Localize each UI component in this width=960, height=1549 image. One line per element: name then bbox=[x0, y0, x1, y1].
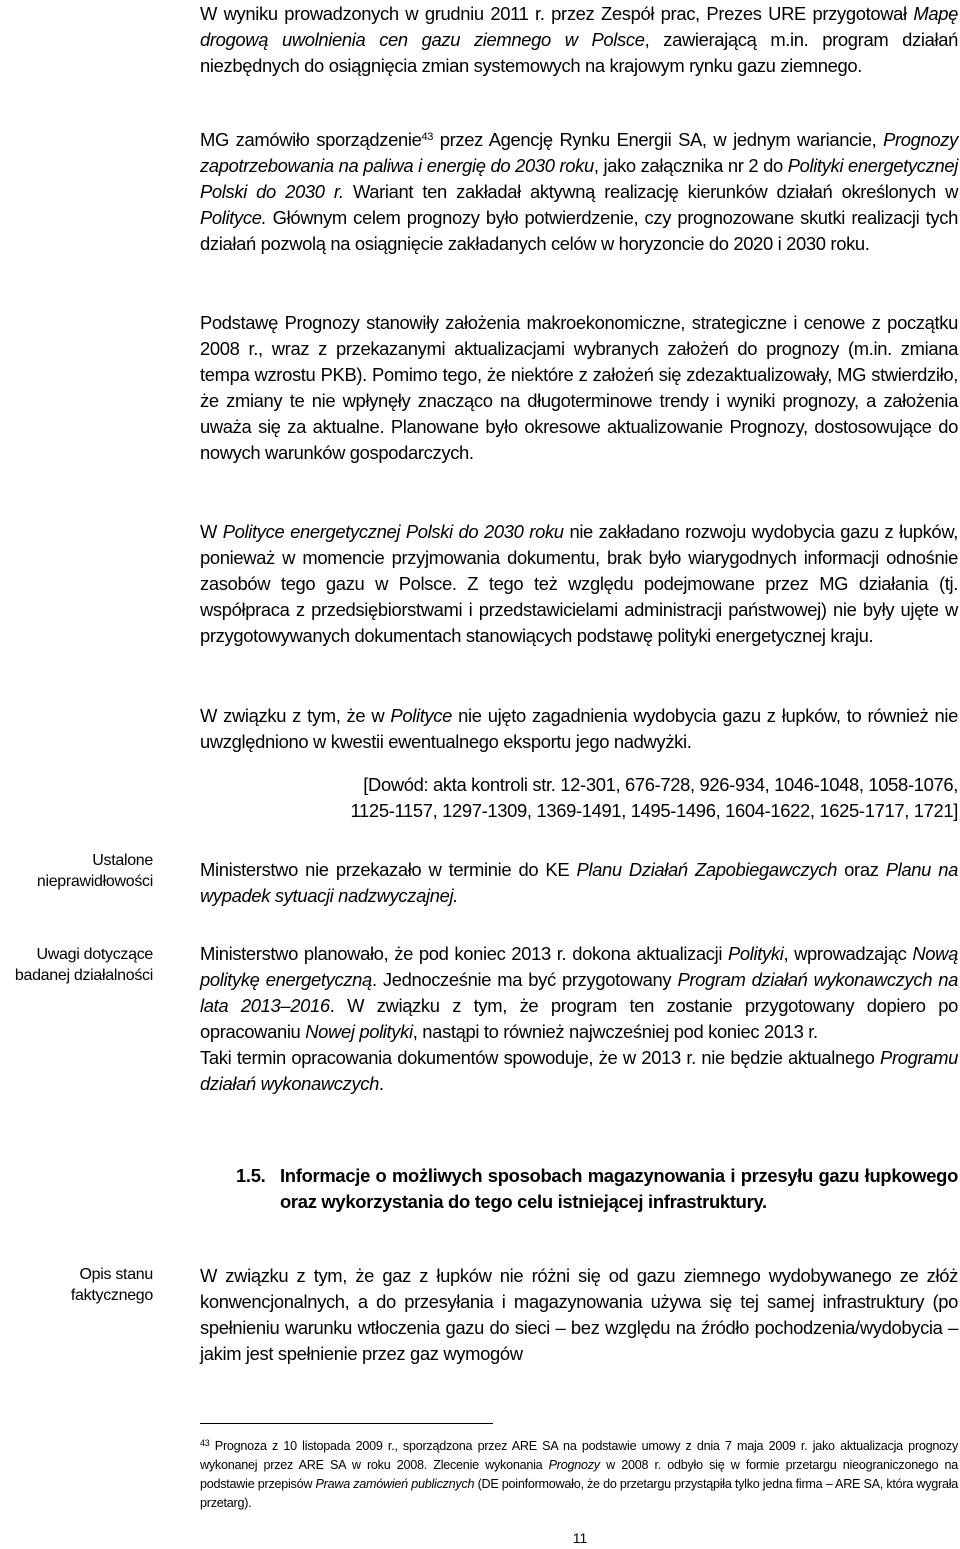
paragraph-plans-not-submitted: Ministerstwo nie przekazało w terminie do KE Planu Działań Zapobiegawczych oraz Planu na wypadek sytuacji nadzwyczajnej. bbox=[200, 859, 958, 906]
section-number: 1.5. bbox=[236, 1165, 266, 1186]
paragraph-forecast-basis: Podstawę Prognozy stanowiły założenia makroekonomiczne, strategiczne i cenowe z początku 2008 r., wraz z przekazanymi aktualizacjami wybranych założeń do prognozy (m.in. zmiana tempa wzrostu PKB). Pomimo tego, że niektóre z założeń się zdezaktualizowały, MG stwierdziło, że zmiany te nie wpłynęły znacząco na długoterminowe trendy i wyniki prognozy, a założenia uważa się za aktualne. Planowane było okresowe aktualizowanie Prognozy, dostosowujące do nowych warunków gospodarczych. bbox=[200, 312, 958, 463]
footnote-ref-43[interactable]: 43 bbox=[421, 131, 433, 143]
paragraph-road-map: W wyniku prowadzonych w grudniu 2011 r. przez Zespół prac, Prezes URE przygotował Mapę drogową uwolnienia cen gazu ziemnego w Polsce, zawierającą m.in. program działań niezbędnych do osiągnięcia zmian systemowych na krajowym rynku gazu ziemnego. bbox=[200, 3, 958, 76]
section-heading bbox=[236, 1163, 958, 1215]
margin-note-irregularities: Ustalone nieprawidłowości bbox=[36, 852, 153, 890]
evidence-reference: [Dowód: akta kontroli str. 12-301, 676-728, 926-934, 1046-1048, 1058-1076, 1125-1157, 1297-1309, 1369-1491, 1495-1496, 1604-1622, 1625-1717, 1721] bbox=[350, 774, 958, 821]
margin-note-facts: Opis stanu faktycznego bbox=[70, 1266, 153, 1304]
section-title: Informacje o możliwych sposobach magazynowania i przesyłu gazu łupkowego oraz wykorzystania do tego celu istniejącej infrastruktury. bbox=[280, 1165, 958, 1212]
page-number: 11 bbox=[572, 1530, 588, 1546]
margin-note-remarks: Uwagi dotyczące badanej działalności bbox=[14, 946, 153, 984]
paragraph-export: W związku z tym, że w Polityce nie ujęto zagadnienia wydobycia gazu z łupków, to również nie uwzględniono w kwestii ewentualnego eksportu jego nadwyżki. bbox=[200, 705, 958, 752]
paragraph-policy-update: Ministerstwo planowało, że pod koniec 2013 r. dokona aktualizacji Polityki, wprowadzając Nową politykę energetyczną. Jednocześnie ma być przygotowany Program działań wykonawczych na lata 2013–2016. W związku z tym, że program ten zostanie przygotowany dopiero po opracowaniu Nowej polityki, nastąpi to również najwcześniej pod koniec 2013 r. Taki termin opracowania dokumentów spowoduje, że w 2013 r. nie będzie aktualnego Programu działań wykonawczych. bbox=[200, 943, 959, 1094]
paragraph-infrastructure: W związku z tym, że gaz z łupków nie różni się od gazu ziemnego wydobywanego ze złóż konwencjonalnych, a do przesyłania i magazynowania używa się tej samej infrastruktury (po spełnieniu warunku wtłoczenia gazu do sieci – bez względu na źródło pochodzenia/wydobycia – jakim jest spełnienie przez gaz wymogów bbox=[200, 1265, 958, 1364]
footnote-separator bbox=[200, 1423, 493, 1424]
paragraph-shale-policy: W Polityce energetycznej Polski do 2030 roku nie zakładano rozwoju wydobycia gazu z łupków, ponieważ w momencie przyjmowania dokumentu, brak było wiarygodnych informacji odnośnie zasobów tego gazu w Polsce. Z tego też względu podejmowane przez MG działania (tj. współpraca z przedsiębiorstwami i przedstawicielami administracji państwowej) nie były ujęte w przygotowywanych dokumentach stanowiących podstawę polityki energetycznej kraju. bbox=[200, 521, 958, 646]
paragraph-forecast-order: MG zamówiło sporządzenie$^{43}$ przez Agencję Rynku Energii SA, w jednym wariancie, Prognozy zapotrzebowania na paliwa i energię do 2030 roku, jako załącznika nr 2 do Polityki energetycznej Polski do 2030 r. Wariant ten zakładał aktywną realizację kierunków działań określonych w Polityce. Głównym celem prognozy było potwierdzenie, czy prognozowane skutki realizacji tych działań pozwolą na osiągnięcie zakładanych celów w horyzoncie do 2020 i 2030 roku. bbox=[200, 129, 958, 254]
footnote-43: $^{43}$ Prognoza z 10 listopada 2009 r., sporządzona przez ARE SA na podstawie umowy z dnia 7 maja 2009 r. jako aktualizacja prognozy wykonanej przez ARE SA w roku 2008. Zlecenie wykonania Prognozy w 2008 r. odbyło się w formie przetargu nieograniczonego na podstawie przepisów Prawa zamówień publicznych (DE poinformowało, że do przetargu przystąpiła tylko jedna firma – ARE SA, która wygrała przetarg). bbox=[200, 1438, 958, 1510]
